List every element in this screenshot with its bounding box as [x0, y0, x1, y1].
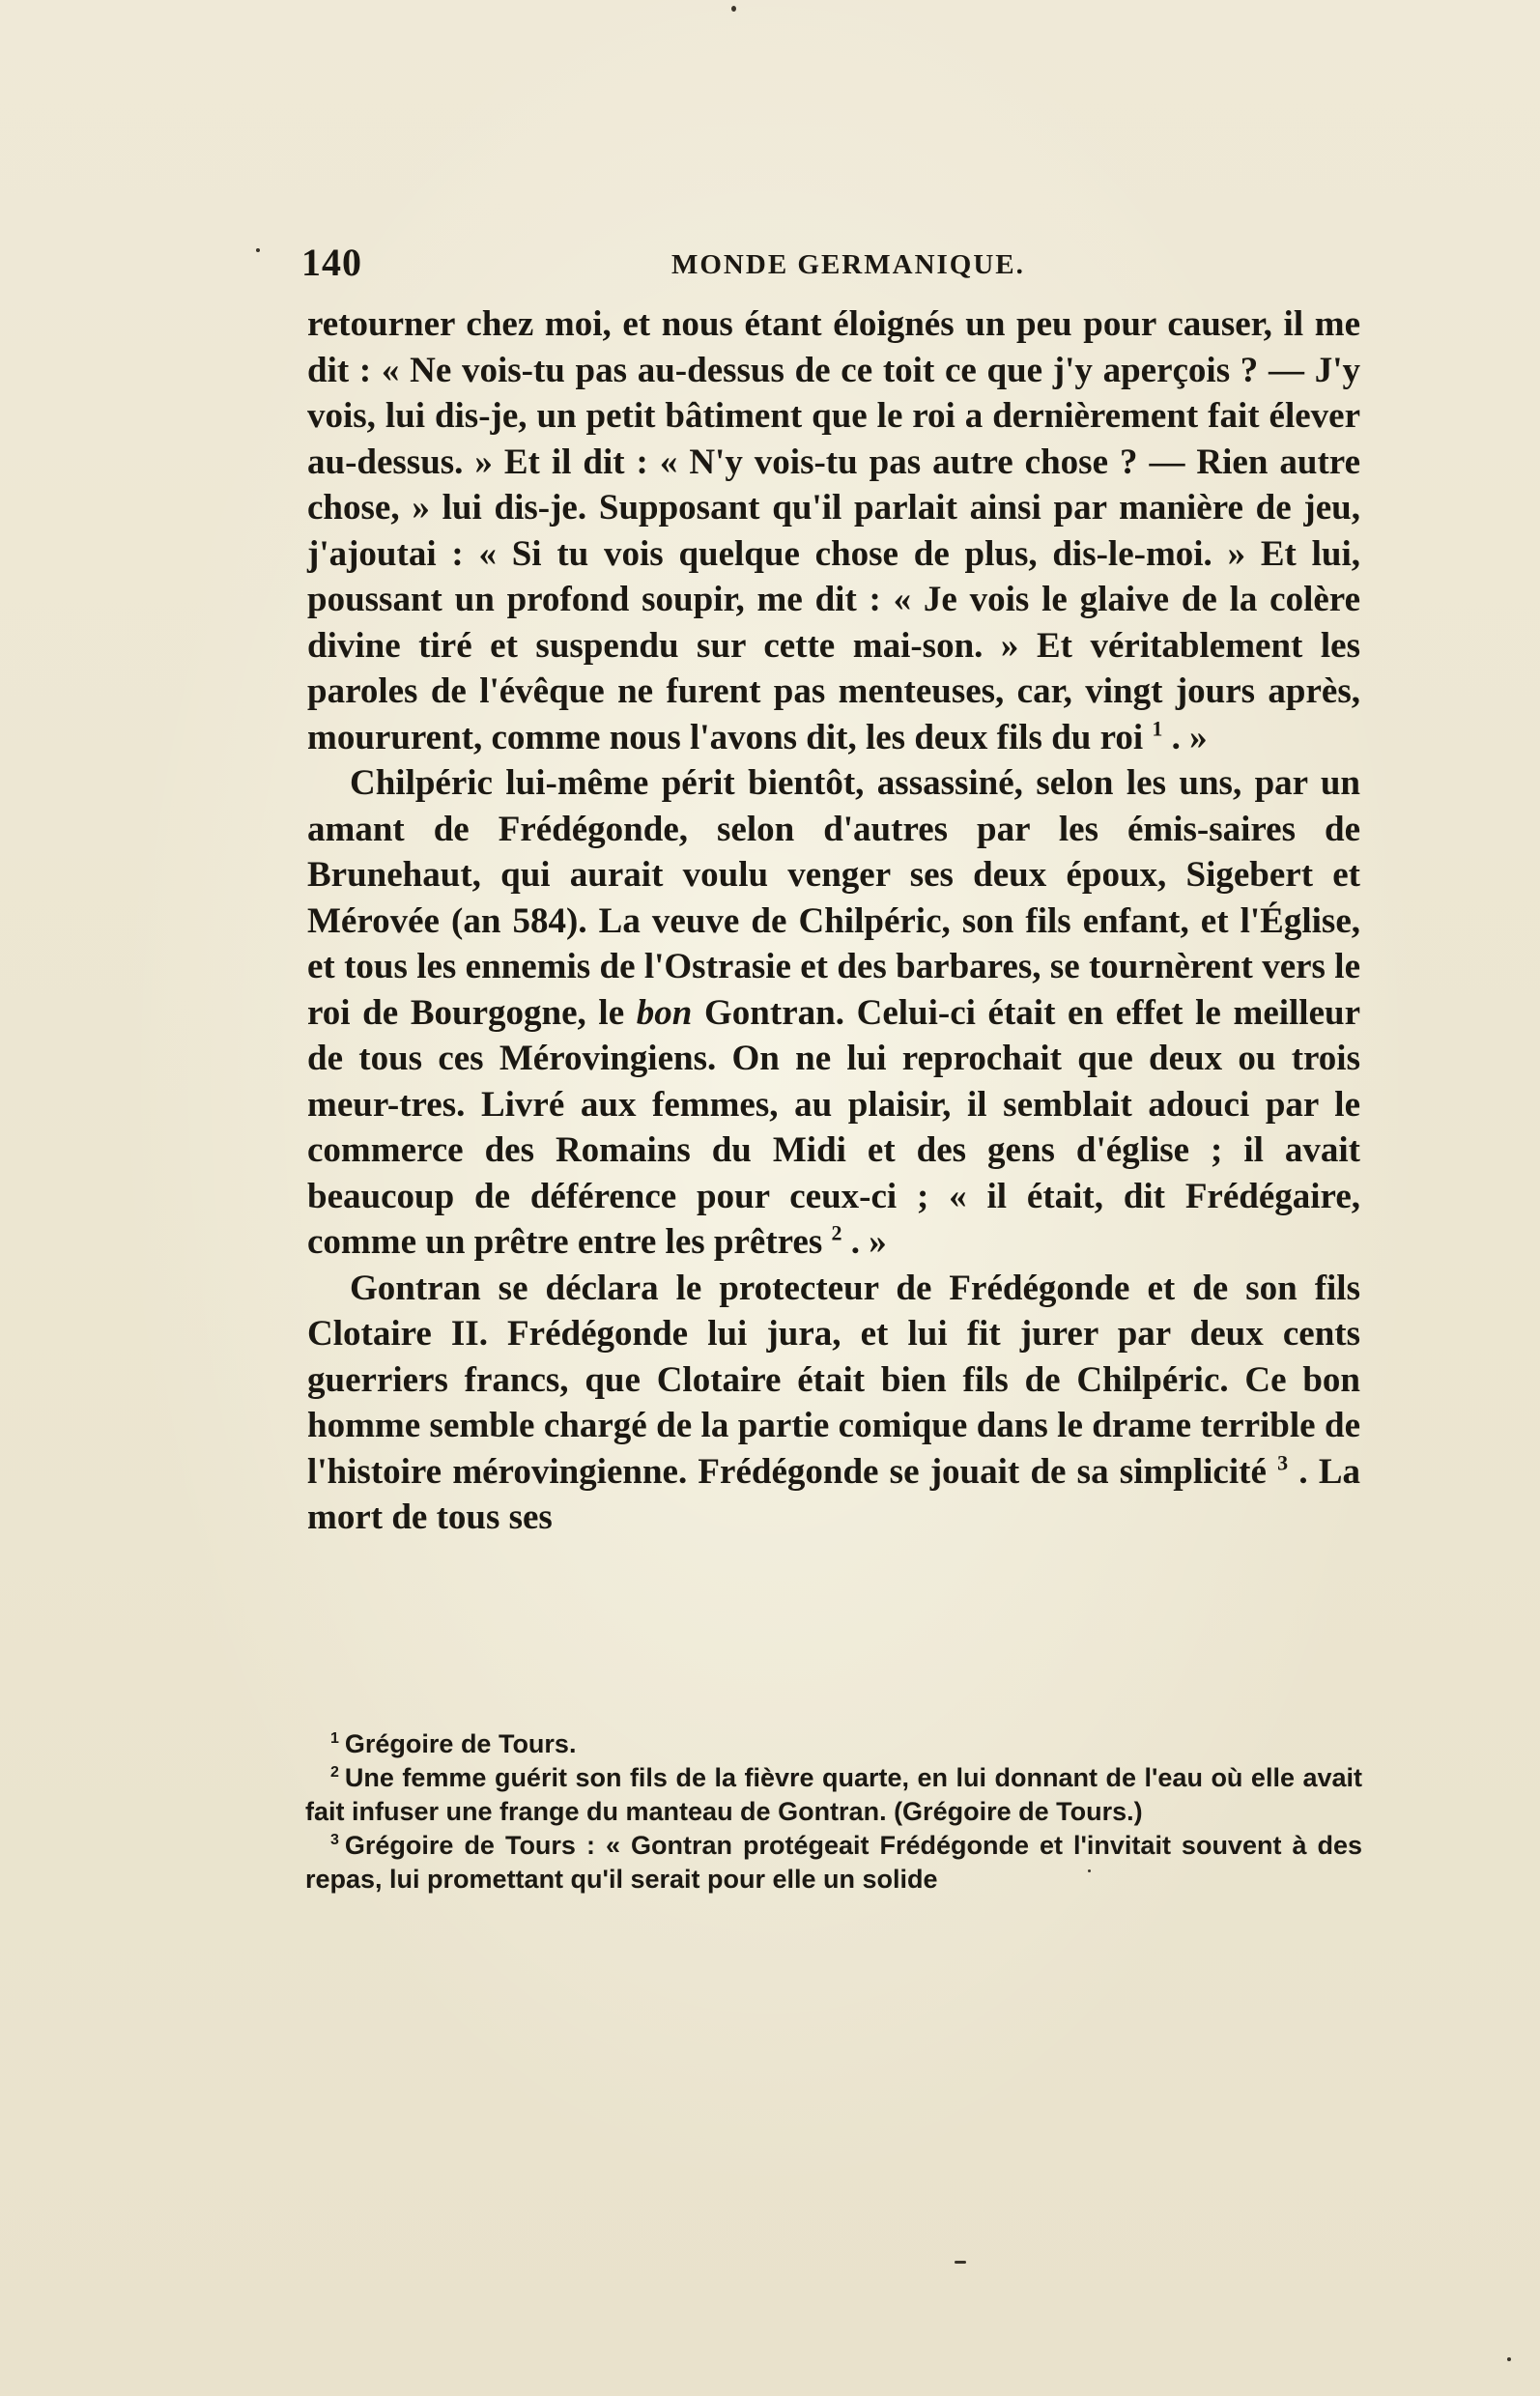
footnotes: [305, 1727, 1362, 1897]
footnote-mark: 1: [330, 1730, 339, 1747]
paragraph-2: [307, 760, 1360, 1266]
paragraph-1: [307, 301, 1360, 760]
paragraph-2-italic: bon: [636, 992, 693, 1033]
page-number: 140: [301, 241, 362, 284]
footnote-ref-1: 1: [1152, 716, 1163, 741]
paper-speck: [256, 248, 260, 252]
paper-speck: [955, 2261, 966, 2264]
footnote-text: Grégoire de Tours : « Gontran protégeait Frédégonde et l'invitait souvent à des repas, lui promettant qu'il serait pour elle un solide: [305, 1831, 1362, 1894]
main-text: [307, 301, 1360, 1541]
page-header: [301, 240, 1366, 284]
footnote-ref-2: 2: [831, 1220, 842, 1245]
footnote-2: [305, 1761, 1362, 1829]
paragraph-3-text: Gontran se déclara le protecteur de Frédégonde et de son fils Clotaire II. Frédégonde lui jura, et lui fit jurer par deux cents guerriers francs, que Clotaire était bien fils de Chilpéric. Ce bon homme semble chargé de la partie comique dans le drame terrible de l'histoire mérovingienne. Frédégonde se jouait de sa simplicité: [307, 1268, 1360, 1492]
paragraph-2-text: Chilpéric lui-même périt bientôt, assassiné, selon les uns, par un amant de Frédégonde, selon d'autres par les émis-saires de Brunehaut, qui aurait voulu venger ses deux époux, Sigebert et Mérovée (an 584). La veuve de Chilpéric, son fils enfant, et l'Église, et tous les ennemis de l'Ostrasie et des barbares, se tournèrent vers le roi de Bourgogne, le: [307, 763, 1360, 1033]
paper-speck: [1507, 2357, 1511, 2361]
running-title: MONDE GERMANIQUE.: [671, 249, 1025, 280]
footnote-mark: 2: [330, 1764, 339, 1781]
footnote-ref-3: 3: [1277, 1450, 1289, 1475]
footnote-mark: 3: [330, 1832, 339, 1848]
paragraph-1-end: . »: [1171, 717, 1208, 757]
paper-speck: [731, 6, 736, 12]
paragraph-3: [307, 1266, 1360, 1541]
footnote-1: [305, 1727, 1362, 1761]
paragraph-2-continued: Gontran. Celui-ci était en effet le meilleur de tous ces Mérovingiens. On ne lui reprochait que deux ou trois meur-tres. Livré aux femmes, au plaisir, il semblait adouci par le commerce des Romains du Midi et des gens d'église ; il avait beaucoup de déférence pour ceux-ci ; « il était, dit Frédégaire, comme un prêtre entre les prêtres: [307, 992, 1361, 1262]
paragraph-3-end: . La mort de tous ses: [307, 1451, 1361, 1537]
footnote-text: Grégoire de Tours.: [344, 1729, 577, 1758]
footnote-3: [305, 1829, 1362, 1897]
paragraph-2-end: . »: [850, 1222, 887, 1262]
footnote-text: Une femme guérit son fils de la fièvre quarte, en lui donnant de l'eau où elle avait fait infuser une frange du manteau de Gontran. (Grégoire de Tours.): [305, 1763, 1362, 1826]
paragraph-1-text: retourner chez moi, et nous étant éloignés un peu pour causer, il me dit : « Ne vois-tu pas au-dessus de ce toit ce que j'y aperçois ? — J'y vois, lui dis-je, un petit bâtiment que le roi a dernièrement fait élever au-dessus. » Et il dit : « N'y vois-tu pas autre chose ? — Rien autre chose, » lui dis-je. Supposant qu'il parlait ainsi par manière de jeu, j'ajoutai : « Si tu vois quelque chose de plus, dis-le-moi. » Et lui, poussant un profond soupir, me dit : « Je vois le glaive de la colère divine tiré et suspendu sur cette mai-son. » Et véritablement les paroles de l'évêque ne furent pas menteuses, car, vingt jours après, moururent, comme nous l'avons dit, les deux fils du roi: [307, 304, 1360, 757]
paper-speck: [1088, 1869, 1091, 1872]
